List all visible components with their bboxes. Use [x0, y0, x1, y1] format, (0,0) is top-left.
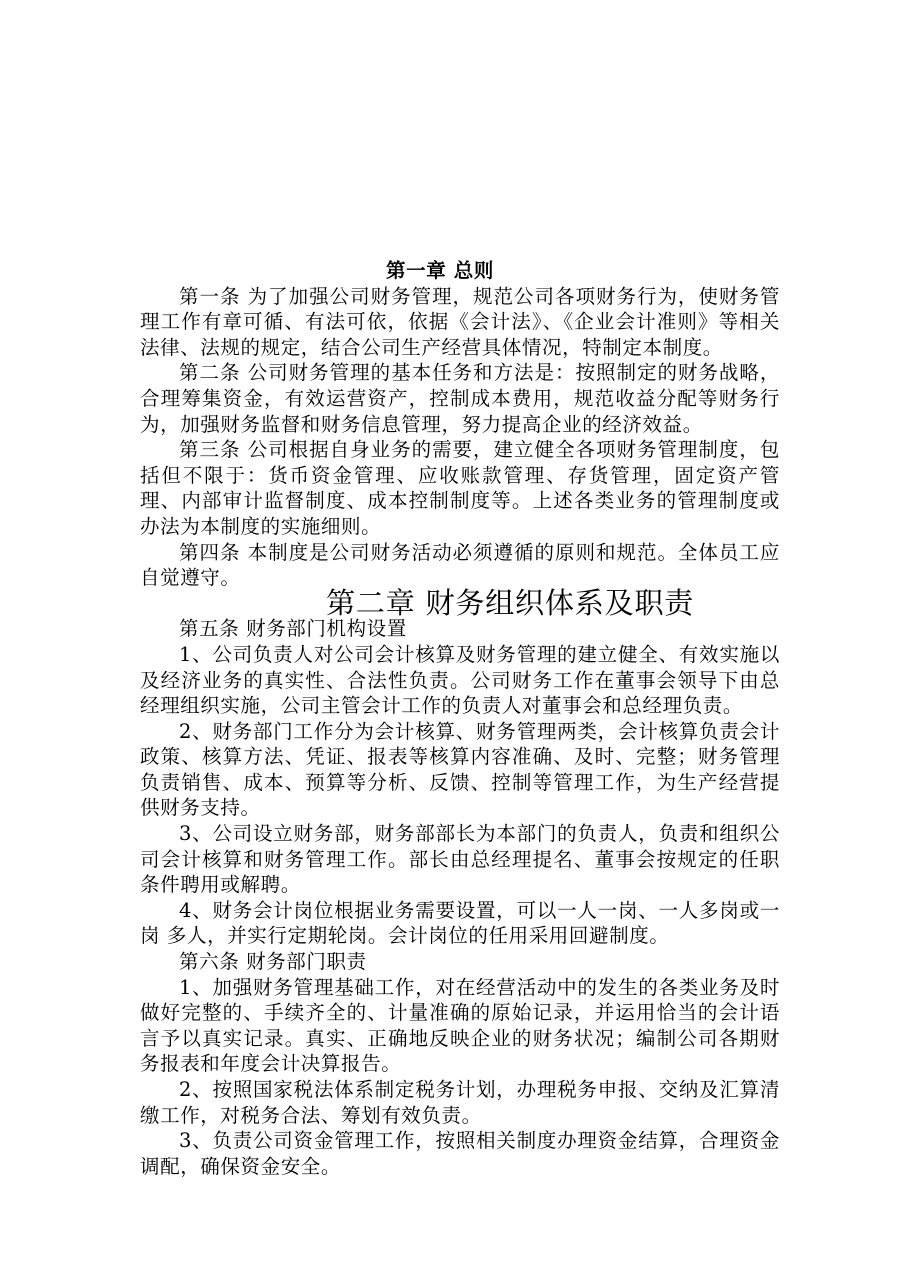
article-5-item-2: 2、财务部门工作分为会计核算、财务管理两类，会计核算负责会计政策、核算方法、凭证、报表等核算内容准确、及时、完整；财务管理负责销售、成本、预算等分析、反馈、控制等管理工作，为生产经营提供财务支持。 — [140, 719, 780, 820]
article-6-heading: 第六条 财务部门职责 — [179, 950, 367, 974]
article-6-item-2: 2、按照国家税法体系制定税务计划，办理税务申报、交纳及汇算清缴工作，对税务合法、筹划有效负责。 — [140, 1078, 780, 1127]
article-5-heading: 第五条 财务部门机构设置 — [179, 617, 407, 641]
article-6-item-1: 1、加强财务管理基础工作，对在经营活动中的发生的各类业务及时做好完整的、手续齐全的、计量准确的原始记录，并运用恰当的会计语言予以真实记录。真实、正确地反映企业的财务状况；编制公司各期财务报表和年度会计决算报告。 — [140, 975, 780, 1076]
chapter-1-title: 第一章 总则 — [386, 259, 494, 282]
article-2: 第二条 公司财务管理的基本任务和方法是：按照制定的财务战略，合理筹集资金，有效运营资产，控制成本费用，规范收益分配等财务行为，加强财务监督和财务信息管理，努力提高企业的经济效益。 — [140, 361, 780, 436]
article-5-item-1: 1、公司负责人对公司会计核算及财务管理的建立健全、有效实施以及经济业务的真实性、合法性负责。公司财务工作在董事会领导下由总经理组织实施，公司主管会计工作的负责人对董事会和总经理负责。 — [140, 642, 780, 718]
article-4: 第四条 本制度是公司财务活动必须遵循的原则和规范。全体员工应自觉遵守。 — [140, 540, 780, 590]
article-3: 第三条 公司根据自身业务的需要，建立健全各项财务管理制度，包括但不限于：货币资金管理、应收账款管理、存货管理，固定资产管理、内部审计监督制度、成本控制制度等。上述各类业务的管理制度或办法为本制度的实施细则。 — [140, 438, 780, 538]
article-5-item-3: 3、公司设立财务部，财务部部长为本部门的负责人，负责和组织公司会计核算和财务管理工作。部长由总经理提名、董事会按规定的任职条件聘用或解聘。 — [140, 822, 780, 897]
article-5-item-4: 4、财务会计岗位根据业务需要设置，可以一人一岗、一人多岗或一岗 多人，并实行定期轮岗。会计岗位的任用采用回避制度。 — [140, 898, 780, 948]
article-1: 第一条 为了加强公司财务管理，规范公司各项财务行为，使财务管理工作有章可循、有法可依，依据《会计法》、《企业会计准则》等相关法律、法规的规定，结合公司生产经营具体情况，特制定本制度。 — [140, 284, 780, 359]
article-6-item-3: 3、负责公司资金管理工作，按照相关制度办理资金结算，合理资金调配，确保资金安全。 — [140, 1129, 780, 1178]
chapter-2-title: 第二章 财务组织体系及职责 — [325, 585, 695, 620]
document-page — [140, 258, 780, 1179]
